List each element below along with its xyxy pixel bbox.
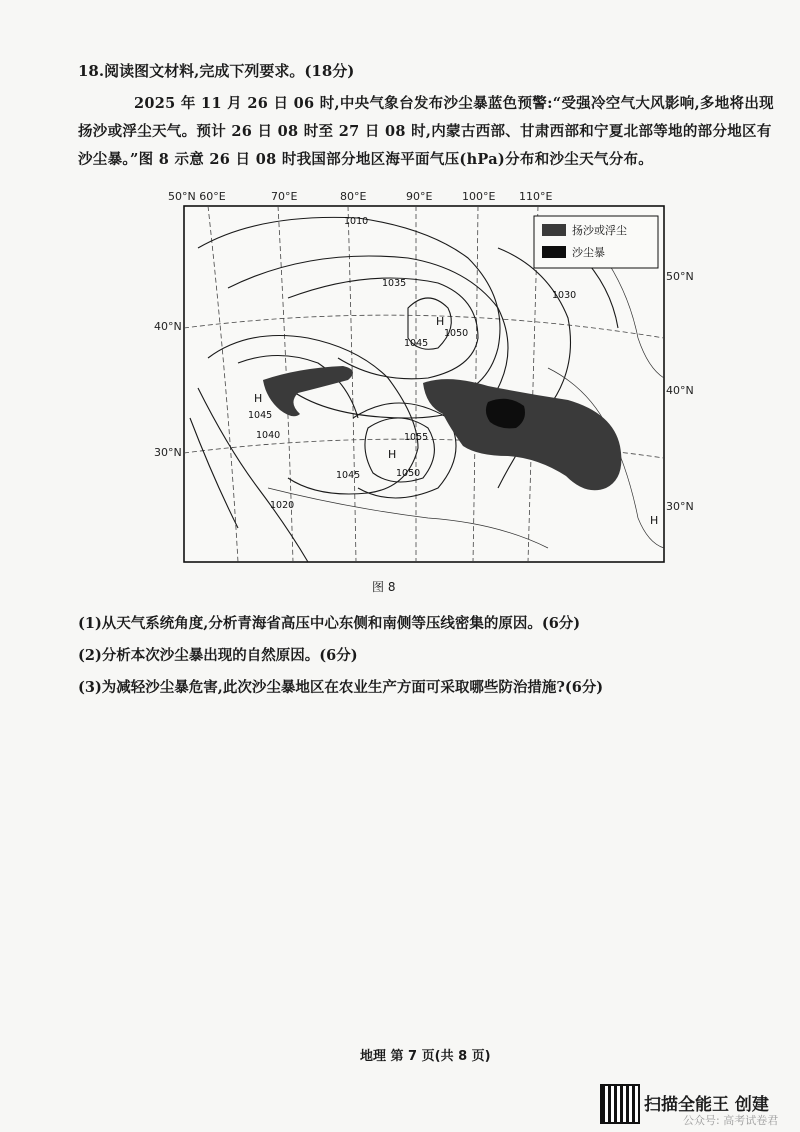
isobar-label: 1050 xyxy=(444,328,469,339)
question-title: 18.阅读图文材料,完成下列要求。(18分) xyxy=(78,62,355,80)
lon-label-90e: 90°E xyxy=(406,190,433,203)
lat-label-40n-right: 40°N xyxy=(666,384,694,397)
high-marker: H xyxy=(254,392,263,405)
isobar-label: 1045 xyxy=(248,410,273,421)
isobar-label: 1050 xyxy=(396,468,421,479)
legend-label-sandstorm: 沙尘暴 xyxy=(572,246,605,259)
high-marker: H xyxy=(650,514,659,527)
isobar-label: 1040 xyxy=(256,430,281,441)
lat-label-40n-left: 40°N xyxy=(154,320,182,333)
lon-label-80e: 80°E xyxy=(340,190,367,203)
page-footer: 地理 第 7 页(共 8 页) xyxy=(360,1049,491,1064)
high-marker: H xyxy=(436,315,445,328)
lat-label-50n-right: 50°N xyxy=(666,270,694,283)
lon-label-100e: 100°E xyxy=(462,190,496,203)
legend-swatch-dust xyxy=(542,224,566,236)
isobar-label: 1030 xyxy=(552,290,577,301)
subquestion-1: (1)从天气系统角度,分析青海省高压中心东侧和南侧等压线密集的原因。(6分) xyxy=(78,615,581,632)
high-marker: H xyxy=(388,448,397,461)
isobar-label: 1020 xyxy=(270,500,295,511)
legend-swatch-sandstorm xyxy=(542,246,566,258)
scanner-brand: 扫描全能王 创建 xyxy=(644,1095,769,1115)
isobar-label: 1045 xyxy=(336,470,361,481)
legend-box xyxy=(534,216,658,268)
lon-label-60e: 50°N 60°E xyxy=(168,190,226,203)
isobar-label: 1055 xyxy=(404,432,429,443)
qr-code xyxy=(600,1084,640,1124)
lat-label-30n-right: 30°N xyxy=(666,500,694,513)
isobar-label: 1045 xyxy=(404,338,429,349)
legend-label-dust: 扬沙或浮尘 xyxy=(572,224,627,237)
subquestion-3: (3)为减轻沙尘暴危害,此次沙尘暴地区在农业生产方面可采取哪些防治措施?(6分) xyxy=(78,679,604,696)
figure-caption: 图 8 xyxy=(372,580,396,594)
watermark-text: 公众号: 高考试卷君 xyxy=(683,1114,779,1127)
isobar-label: 1010 xyxy=(344,216,369,227)
isobar-label: 1035 xyxy=(382,278,407,289)
question-paragraph: 2025 年 11 月 26 日 06 时,中央气象台发布沙尘暴蓝色预警:“受强冷空气大风影响,多地将出现扬沙或浮尘天气。预计 26 日 08 时至 27 日 08 时,内蒙古西部、甘肃西部和宁夏北部等地的部分地区有沙尘暴。”图 8 示意 26 日 08 时我国部分地区海平面气压(hPa)分布和沙尘天气分布。 xyxy=(78,95,774,168)
figure-map xyxy=(154,188,694,568)
lat-label-30n-left: 30°N xyxy=(154,446,182,459)
map-svg xyxy=(168,188,668,568)
subquestion-2: (2)分析本次沙尘暴出现的自然原因。(6分) xyxy=(78,647,358,664)
lon-label-70e: 70°E xyxy=(271,190,298,203)
lon-label-110e: 110°E xyxy=(519,190,553,203)
